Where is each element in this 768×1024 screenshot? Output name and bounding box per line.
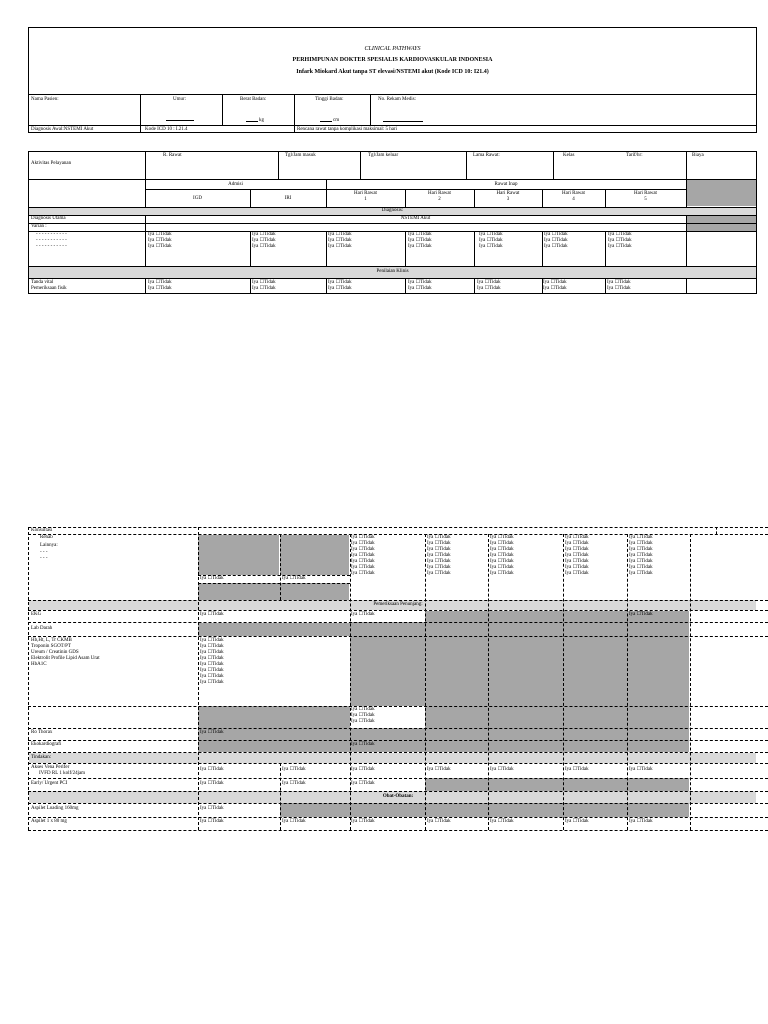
aspilet-igd-check[interactable]: Iya ☐Tidak — [200, 819, 224, 824]
igd-label: IGD — [193, 196, 202, 201]
aspilet-loading-igd-check[interactable]: Iya ☐Tidak — [200, 806, 224, 811]
konsul-day4-checks[interactable]: Iya ☐Tidak Iya ☐Tidak Iya ☐Tidak Iya ☐Tidak Iya ☐Tidak Iya ☐Tidak Iya ☐Tidak — [565, 535, 589, 576]
ekg-igd-check[interactable]: Iya ☐Tidak — [200, 612, 224, 617]
ro-thorax-label: Ro Thorax — [31, 730, 53, 735]
aspilet-loading-label: Aspilet Loading 160mg — [31, 806, 79, 811]
akses-day1-check[interactable]: Iya ☐Tidak — [351, 767, 375, 772]
aktivitas-label: Aktivitas Pelayanan — [31, 161, 72, 166]
tinggi-unit: cm — [333, 118, 340, 123]
akses-day3-check[interactable]: Iya ☐Tidak — [490, 767, 514, 772]
kelas-label: Kelas — [563, 153, 575, 158]
hari-rawat-4: Hari Rawat 4 — [562, 191, 585, 202]
nstemi-akut-label: NSTEMI Akut — [400, 216, 431, 221]
konsul-day5-checks[interactable]: Iya ☐Tidak Iya ☐Tidak Iya ☐Tidak Iya ☐Tidak Iya ☐Tidak Iya ☐Tidak Iya ☐Tidak — [629, 535, 653, 576]
tgl-keluar-label: Tgl/Jam keluar — [368, 153, 399, 158]
ro-thorax-igd-check[interactable]: Iya ☐Tidak — [200, 730, 224, 735]
klinis-iri-checks[interactable]: Iya ☐Tidak Iya ☐Tidak — [252, 280, 276, 291]
aspilet-iri-check[interactable]: Iya ☐Tidak — [282, 819, 306, 824]
tinggi-field[interactable] — [320, 121, 332, 122]
lainnya-label: Lainnya: — [40, 543, 58, 548]
konsul-iri-check[interactable]: Iya ☐Tidak — [282, 576, 306, 581]
ekg-day1-check[interactable]: Iya ☐Tidak — [351, 612, 375, 617]
konsultasi-label: Konsultasi — [31, 528, 53, 533]
aspilet-day3-check[interactable]: Iya ☐Tidak — [490, 819, 514, 824]
varian-day1-checks[interactable]: Iya ☐Tidak Iya ☐Tidak Iya ☐Tidak — [328, 232, 352, 249]
berat-field[interactable] — [246, 121, 258, 122]
rawat-inap-label: Rawat Inap — [494, 182, 518, 187]
klinis-day2-checks[interactable]: Iya ☐Tidak Iya ☐Tidak — [408, 280, 432, 291]
klinis-day4-checks[interactable]: Iya ☐Tidak Iya ☐Tidak — [543, 280, 567, 291]
lainnya-dots: - - - - - - — [40, 550, 48, 561]
berat-unit: kg — [259, 118, 264, 123]
pci-igd-check[interactable]: Iya ☐Tidak — [200, 781, 224, 786]
klinis-igd-checks[interactable]: Iya ☐Tidak Iya ☐Tidak — [148, 280, 172, 291]
konsul-day1-checks[interactable]: Iya ☐Tidak Iya ☐Tidak Iya ☐Tidak Iya ☐Tidak Iya ☐Tidak Iya ☐Tidak Iya ☐Tidak — [351, 535, 375, 576]
hari-rawat-2: Hari Rawat 2 — [428, 191, 451, 202]
diagnosis-awal: Diagnosis Awal:NSTEMI Akut — [31, 127, 94, 132]
akses-day2-check[interactable]: Iya ☐Tidak — [427, 767, 451, 772]
penunjang-bar: Pemeriksaan Penunjang: — [373, 602, 423, 607]
admisi-label: Admisi — [228, 182, 243, 187]
lab-items: Hb,Ht, L, Tr CKMB Troponin SGOT/PT Ureum / Creatinin GDS Elektrolit Profile Lipid Asam Urat HbA1C — [31, 638, 100, 667]
akses-day4-check[interactable]: Iya ☐Tidak — [565, 767, 589, 772]
umur-label: Umur: — [173, 97, 187, 102]
tindakan-label: Tindakan: — [31, 755, 52, 760]
rencana-rawat: Rencana rawat tanpa komplikasi maksimal: 5 hari — [297, 127, 397, 132]
varian-label: Varian : — [31, 224, 47, 229]
lama-rawat-label: Lama Rawat: — [473, 153, 500, 158]
hari-rawat-3: Hari Rawat 3 — [496, 191, 520, 202]
varian-day5-checks[interactable]: Iya ☐Tidak Iya ☐Tidak Iya ☐Tidak — [608, 232, 632, 249]
konsul-day3-checks[interactable]: Iya ☐Tidak Iya ☐Tidak Iya ☐Tidak Iya ☐Tidak Iya ☐Tidak Iya ☐Tidak Iya ☐Tidak — [490, 535, 514, 576]
lab-day1-extra-checks[interactable]: Iya ☐Tidak Iya ☐Tidak Iya ☐Tidak — [351, 707, 375, 724]
rekam-medis-field[interactable] — [383, 121, 423, 122]
umur-field[interactable] — [166, 120, 194, 121]
varian-igd-checks[interactable]: Iya ☐Tidak Iya ☐Tidak Iya ☐Tidak — [148, 232, 172, 249]
aspilet-day1-check[interactable]: Iya ☐Tidak — [351, 819, 375, 824]
aspilet-day4-check[interactable]: Iya ☐Tidak — [565, 819, 589, 824]
konsul-igd-check[interactable]: Iya ☐Tidak — [200, 576, 224, 581]
varian-day4-checks[interactable]: Iya ☐Tidak Iya ☐Tidak Iya ☐Tidak — [544, 232, 568, 249]
ekokardiografi-label: Ekokardiografi — [31, 742, 62, 747]
aspilet-day2-check[interactable]: Iya ☐Tidak — [427, 819, 451, 824]
kode-icd: Kode ICD 10 : I.21.4 — [145, 127, 188, 132]
diagnosis-bar: Diagnosis: — [381, 208, 404, 213]
ekg-day5-check[interactable]: Iya ☐Tidak — [629, 612, 653, 617]
hari-rawat-1: Hari Rawat 1 — [354, 191, 377, 202]
iri-label: IRI — [284, 196, 292, 201]
biaya-label: Biaya — [692, 153, 704, 158]
tanda-vital-label: Tanda vital Pemeriksaan fisik — [31, 280, 67, 291]
rehab-label: Rehab — [40, 535, 53, 540]
aspilet-label: Aspilet 1 x 80 mg — [31, 819, 67, 824]
berat-label: Berat Badan: — [240, 97, 267, 102]
tgl-masuk-label: Tgl/Jam masuk — [285, 153, 316, 158]
tinggi-label: Tinggi Badan: — [315, 97, 344, 102]
lab-igd-checks[interactable]: Iya ☐Tidak Iya ☐Tidak Iya ☐Tidak Iya ☐Tidak Iya ☐Tidak Iya ☐Tidak Iya ☐Tidak Iya ☐Tidak — [200, 638, 224, 685]
klinis-day5-checks[interactable]: Iya ☐Tidak Iya ☐Tidak — [607, 280, 631, 291]
nama-pasien-label: Nama Pasien: — [31, 97, 59, 102]
rekam-medis-label: No. Rekam Medis: — [378, 97, 416, 102]
clinical-pathways-label: CLINICAL PATHWAYS — [364, 46, 421, 52]
pci-day1-check[interactable]: Iya ☐Tidak — [351, 781, 375, 786]
r-rawat-label: R. Rawat — [163, 153, 182, 158]
penilaian-klinis-bar: Penilaian Klinis — [376, 269, 409, 274]
klinis-day1-checks[interactable]: Iya ☐Tidak Iya ☐Tidak — [328, 280, 352, 291]
ekg-label: EKG — [31, 612, 42, 617]
konsul-day2-checks[interactable]: Iya ☐Tidak Iya ☐Tidak Iya ☐Tidak Iya ☐Tidak Iya ☐Tidak Iya ☐Tidak Iya ☐Tidak — [427, 535, 451, 576]
akses-igd-check[interactable]: Iya ☐Tidak — [200, 767, 224, 772]
obat-bar: Obat-Obatan: — [382, 794, 414, 799]
diagnosis-utama-label: Diagnosis Utama — [31, 216, 66, 221]
pci-iri-check[interactable]: Iya ☐Tidak — [282, 781, 306, 786]
lab-darah-label: Lab Darah — [31, 626, 53, 631]
akses-vena-label: Akses Vena Perifer IVFD RL 1 kolf/24jam — [31, 765, 86, 776]
varian-day3-checks[interactable]: Iya ☐Tidak Iya ☐Tidak Iya ☐Tidak — [479, 232, 503, 249]
varian-iri-checks[interactable]: Iya ☐Tidak Iya ☐Tidak Iya ☐Tidak — [252, 232, 276, 249]
aspilet-day5-check[interactable]: Iya ☐Tidak — [629, 819, 653, 824]
hari-rawat-5: Hari Rawat 5 — [634, 191, 657, 202]
early-pci-label: Early/ Urgent PCI — [31, 781, 68, 786]
page-title: Infark Miokard Akut tanpa ST elevasi/NSTEMI akut (Kode ICD 10: I21.4) — [296, 69, 489, 75]
eko-day1-check[interactable]: Iya ☐Tidak — [351, 742, 375, 747]
klinis-day3-checks[interactable]: Iya ☐Tidak Iya ☐Tidak — [477, 280, 501, 291]
org-name: PERHIMPUNAN DOKTER SPESIALIS KARDIOVASKULAR INDONESIA — [292, 57, 493, 63]
varian-dashes: - - - - - - - - - - - - - - - - - - - - - - - - - - - - - - - - - — [36, 232, 67, 249]
akses-iri-check[interactable]: Iya ☐Tidak — [282, 767, 306, 772]
akses-day5-check[interactable]: Iya ☐Tidak — [629, 767, 653, 772]
varian-day2-checks[interactable]: Iya ☐Tidak Iya ☐Tidak Iya ☐Tidak — [408, 232, 432, 249]
tarif-label: Tarif/hr: — [626, 153, 643, 158]
